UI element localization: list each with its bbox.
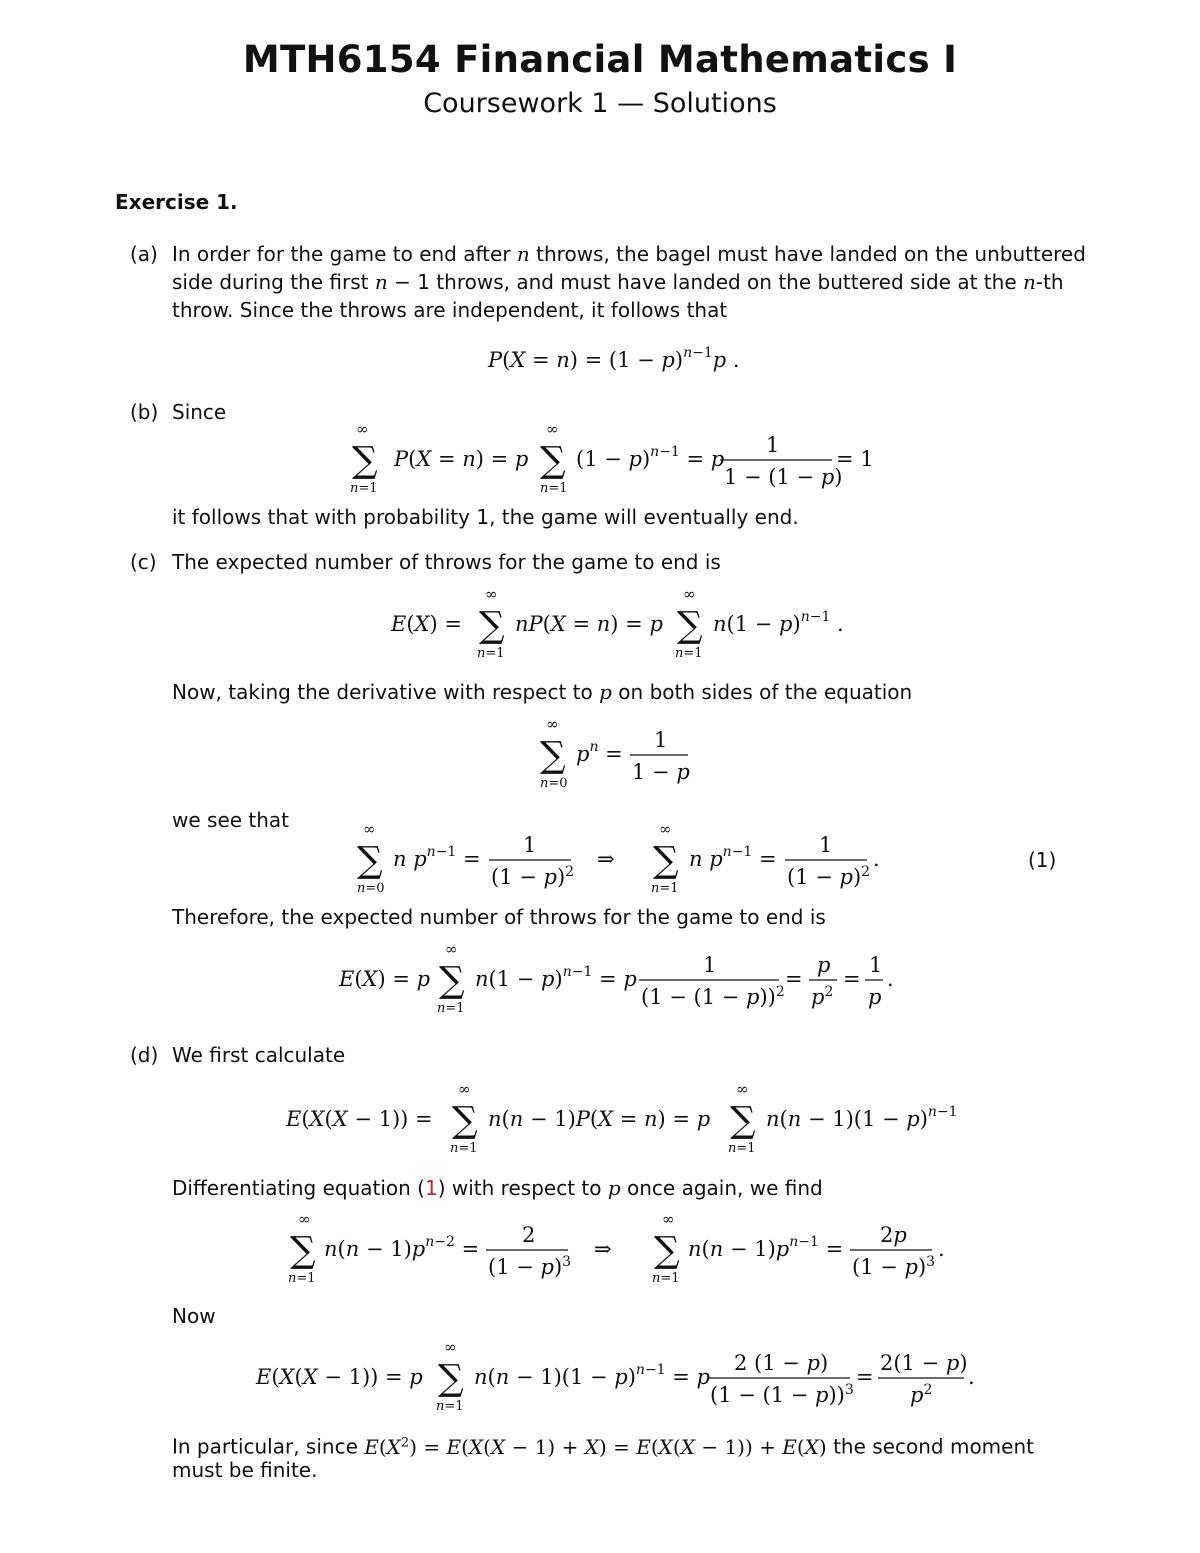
- svg-text:∞: ∞: [298, 1210, 311, 1228]
- svg-text:E(X(X − 1)) = p: E(X(X − 1)) = p: [256, 1365, 423, 1389]
- svg-text:∞: ∞: [659, 820, 672, 838]
- svg-text:p2: $p^2$: [811, 984, 834, 1009]
- svg-text:∑: ∑: [290, 1230, 316, 1271]
- svg-text:∞: ∞: [662, 1210, 675, 1228]
- svg-text:P(X = n) = p: P(X = n) = p: [394, 447, 529, 471]
- svg-text:∞: ∞: [546, 715, 559, 733]
- part-d-differentiating: Differentiating equation (1) with respect to p once again, we find: [172, 1176, 823, 1200]
- svg-text:E(X(X − 1)) =: E(X(X − 1)) =: [286, 1107, 433, 1131]
- svg-text:n=1: n=1: [350, 481, 378, 496]
- svg-text:1: 1: [703, 953, 717, 977]
- svg-text:n=1: n=1: [652, 1271, 680, 1286]
- svg-text:2(1 − p): 2(1 − p): [880, 1351, 968, 1375]
- svg-text:∞: ∞: [356, 420, 369, 438]
- svg-text:∞: ∞: [363, 820, 376, 838]
- svg-text:∞: ∞: [444, 1338, 457, 1356]
- svg-text:n(n − 1)P(X = n) = p: n(n − 1)P(X = n) = p: [488, 1107, 711, 1131]
- equation-expectation-result: [335, 940, 905, 1020]
- svg-text:n(n − 1)(1 − p)n−1 = p: $n(n - 1)(1 - p)^n-1 = p$: [474, 1362, 710, 1389]
- svg-text:(1 − (1 − p))3: $(1 - (1 - p))^3$: [710, 1382, 854, 1407]
- part-d-now: Now: [172, 1304, 216, 1328]
- part-c-therefore: Therefore, the expected number of throws for the game to end is: [172, 905, 826, 929]
- svg-text:1 − p: 1 − p: [632, 760, 690, 784]
- svg-text:.: .: [938, 1237, 945, 1261]
- svg-text:n=1: n=1: [450, 1141, 478, 1156]
- svg-text:n=1: n=1: [728, 1141, 756, 1156]
- svg-text:1: 1: [523, 833, 537, 857]
- part-a-line-3: throw. Since the throws are independent, it follows that: [172, 298, 728, 322]
- part-b-conclusion: it follows that with probability 1, the game will eventually end.: [172, 505, 799, 529]
- svg-text:∑: ∑: [654, 1230, 680, 1271]
- svg-text:1: 1: [819, 833, 833, 857]
- part-b-label: (b): [130, 400, 159, 424]
- svg-text:.: .: [968, 1365, 975, 1389]
- equation-geometric-series: [530, 715, 710, 795]
- svg-text:(1 − p)2: $(1 - p)^2$: [787, 864, 871, 889]
- svg-text:1: 1: [766, 433, 780, 457]
- part-c-intro: The expected number of throws for the game to end is: [172, 550, 721, 574]
- equation-sum-probabilities: [340, 420, 900, 500]
- svg-text:n(1 − p)n−1 = p: $n(1 - p)^n-1 = p$: [475, 964, 637, 991]
- svg-text:∑: ∑: [479, 605, 505, 646]
- svg-text:∑: ∑: [540, 735, 566, 776]
- svg-text:P(X = n) = (1 − p)n−1p .: $P(X = n) = (1 - p)^n-1p$ .: [488, 345, 740, 372]
- svg-text:n=1: n=1: [437, 1001, 465, 1016]
- svg-text:⇒: ⇒: [597, 847, 615, 871]
- svg-text:n=1: n=1: [477, 646, 505, 661]
- svg-text:⇒: ⇒: [594, 1237, 612, 1261]
- svg-text:n pn−1 =: n $p^n-1$ =: [689, 844, 777, 871]
- svg-text:= 1: = 1: [836, 447, 874, 471]
- svg-text:.: .: [887, 967, 894, 991]
- svg-text:n=0: n=0: [357, 881, 385, 896]
- svg-text:=: =: [785, 967, 803, 991]
- svg-text:∞: ∞: [445, 940, 458, 958]
- svg-text:∑: ∑: [438, 1358, 464, 1399]
- svg-text:2p: 2p: [880, 1223, 907, 1247]
- part-c-we-see: we see that: [172, 808, 290, 832]
- svg-text:(1 − p)3: $(1 - p)^3$: [852, 1254, 936, 1279]
- equation-expectation-sum: [385, 585, 845, 665]
- part-d-intro: We first calculate: [172, 1043, 346, 1067]
- svg-text:n=1: n=1: [288, 1271, 316, 1286]
- svg-text:n=1: n=1: [675, 646, 703, 661]
- equation-derivative-series: [345, 820, 905, 900]
- svg-text:p2: $p^2$: [910, 1382, 933, 1407]
- page-title: MTH6154 Financial Mathematics I: [242, 38, 958, 81]
- svg-text:∞: ∞: [458, 1080, 471, 1098]
- svg-text:.: .: [873, 847, 880, 871]
- part-d-label: (d): [130, 1043, 159, 1067]
- svg-text:nP(X = n) = p: nP(X = n) = p: [515, 612, 663, 636]
- svg-text:∞: ∞: [736, 1080, 749, 1098]
- part-a-label: (a): [130, 242, 158, 266]
- svg-text:2 (1 − p): 2 (1 − p): [734, 1351, 829, 1375]
- svg-text:∑: ∑: [439, 960, 465, 1001]
- part-a-line-2: side during the first n − 1 throws, and must have landed on the buttered side at the n-th: [172, 270, 1064, 294]
- svg-text:1: 1: [654, 728, 668, 752]
- svg-text:p: p: [817, 953, 831, 977]
- svg-text:∑: ∑: [452, 1100, 478, 1141]
- svg-text:p: p: [868, 985, 882, 1009]
- svg-text:=: =: [843, 967, 861, 991]
- svg-text:1: 1: [869, 953, 883, 977]
- svg-text:∞: ∞: [546, 420, 559, 438]
- svg-text:E(X) =: E(X) =: [391, 612, 462, 636]
- svg-text:(1 − (1 − p))2: $(1 - (1 - p))^2$: [641, 984, 785, 1009]
- svg-text:n(n − 1)pn−1 =: $n(n - 1)p^n-1$ =: [688, 1234, 844, 1261]
- equation-reference-link[interactable]: 1: [425, 1176, 438, 1200]
- part-c-derivative-text: Now, taking the derivative with respect to p on both sides of the equation: [172, 680, 913, 704]
- svg-text:(1 − p)n−1 = p: $(1 - p)^n-1 = p$: [576, 444, 725, 471]
- svg-text:∞: ∞: [485, 585, 498, 603]
- svg-text:n pn−1 =: n $p^n-1$ =: [393, 844, 481, 871]
- svg-text:n=1: n=1: [540, 481, 568, 496]
- equation-factorial-moment-result: [252, 1338, 992, 1418]
- svg-text:∞: ∞: [683, 585, 696, 603]
- svg-text:∑: ∑: [540, 440, 566, 481]
- part-b-since: Since: [172, 400, 227, 424]
- svg-text:∑: ∑: [677, 605, 703, 646]
- svg-text:n(n − 1)(1 − p)n−1: $n(n - 1)(1 - p)^n-1$: [766, 1104, 958, 1131]
- part-d-finite: must be finite.: [172, 1458, 318, 1482]
- svg-text:pn =: $p^n$ =: [576, 739, 623, 766]
- equation-factorial-moment: [282, 1080, 962, 1160]
- svg-text:n=1: n=1: [651, 881, 679, 896]
- svg-text:∑: ∑: [653, 840, 679, 881]
- svg-text:∑: ∑: [730, 1100, 756, 1141]
- svg-text:(1 − p)2: $(1 - p)^2$: [491, 864, 575, 889]
- svg-text:∑: ∑: [357, 840, 383, 881]
- svg-text:n(n − 1)pn−2 =: $n(n - 1)p^n-2$ =: [324, 1234, 480, 1261]
- part-a-line-1: In order for the game to end after n throws, the bagel must have landed on the unbuttered: [172, 242, 1086, 266]
- equation-second-derivative-series: [282, 1210, 962, 1290]
- equation-pmf: [480, 340, 760, 380]
- svg-text:1 − (1 − p): 1 − (1 − p): [724, 465, 843, 489]
- svg-text:n(1 − p)n−1 .: $n(1 - p)^n-1$ .: [713, 609, 844, 636]
- part-d-particular: In particular, since $E(X^2) = E(X(X - 1) + X) = E(X(X - 1)) + E(X)$ the second moment: [172, 1434, 1034, 1459]
- equation-number: (1): [1028, 848, 1057, 872]
- svg-text:2: 2: [522, 1223, 536, 1247]
- svg-text:∑: ∑: [352, 440, 378, 481]
- svg-text:n=0: n=0: [540, 776, 568, 791]
- exercise-heading: Exercise 1.: [115, 190, 238, 214]
- part-c-label: (c): [130, 550, 157, 574]
- svg-text:=: =: [856, 1365, 874, 1389]
- svg-text:n=1: n=1: [436, 1399, 464, 1414]
- svg-text:(1 − p)3: $(1 - p)^3$: [488, 1254, 572, 1279]
- svg-text:E(X) = p: E(X) = p: [339, 967, 431, 991]
- page-subtitle: Coursework 1 — Solutions: [423, 88, 777, 119]
